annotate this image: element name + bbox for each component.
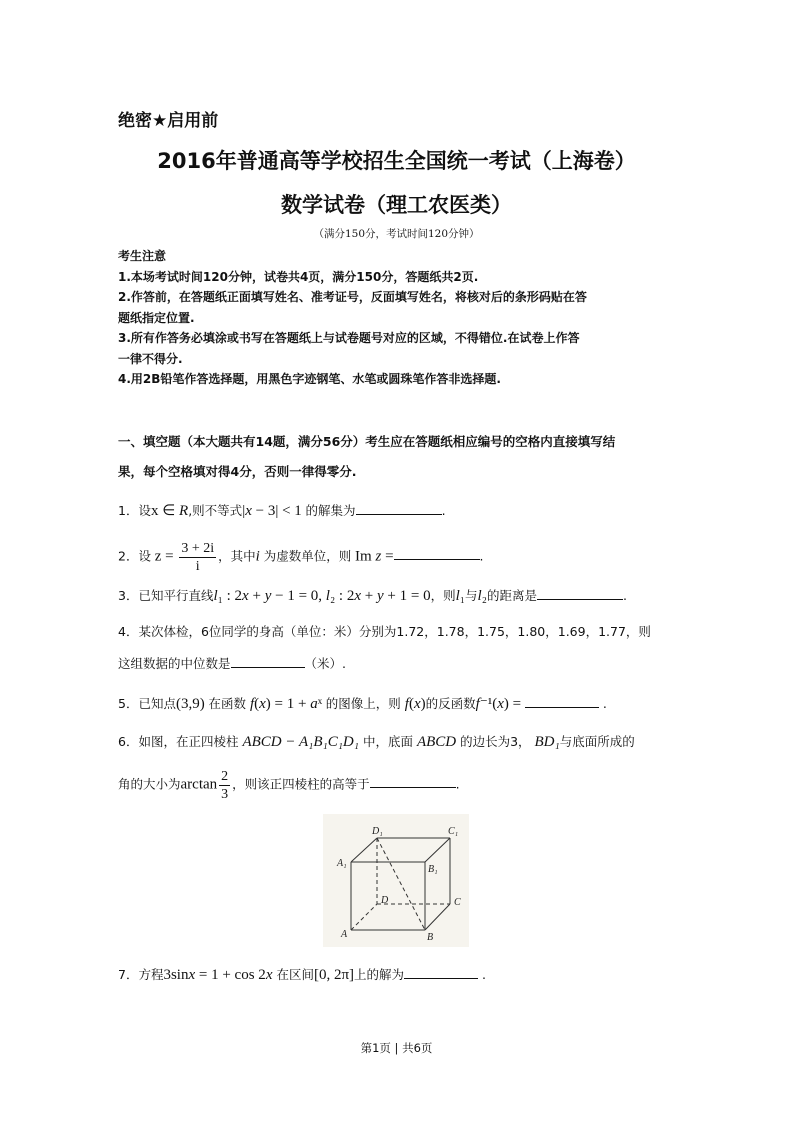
question-5 — [118, 693, 607, 714]
answer-blank[interactable] — [356, 500, 442, 515]
math-expression: BD₁ — [534, 734, 560, 750]
math-expression: z = — [150, 548, 178, 565]
question-text: 在函数 — [208, 696, 250, 711]
math-expression: ABCD − A₁B₁C₁D₁ — [242, 734, 359, 750]
math-expression: y — [377, 588, 384, 604]
question-text: 的图像上，则 — [325, 696, 405, 711]
math-expression: ₁ : 2 — [217, 588, 243, 604]
math-expression: 3sin — [163, 967, 189, 983]
question-text: ,则不等式 — [188, 503, 243, 518]
question-text: 4．某次体检，6位同学的身高（单位：米）分别为1.72，1.78，1.75，1.80，1.69，1.77，则 — [118, 624, 651, 639]
math-expression: l — [455, 588, 460, 604]
section-heading: 一、填空题（本大题共有14题，满分56分）考生应在答题纸相应编号的空格内直接填写结 — [118, 434, 616, 449]
math-expression: = — [381, 548, 394, 565]
diagonal-bd1 — [377, 838, 425, 930]
math-expression: l — [477, 588, 482, 604]
fraction-denominator: 3 — [221, 787, 229, 802]
math-expression: ) = — [503, 696, 525, 712]
edge-b1c1 — [425, 838, 450, 862]
question-text: （米）. — [304, 656, 346, 671]
math-expression: ( — [408, 696, 414, 712]
question-6-cont — [118, 768, 460, 803]
math-expression: arctan — [180, 776, 218, 793]
notice-line: 4.用2B铅笔作答选择题，用黑色字迹钢笔、水笔或圆珠笔作答非选择题. — [118, 372, 501, 386]
answer-blank[interactable] — [370, 773, 456, 788]
math-expression: x — [497, 696, 504, 712]
question-6 — [118, 732, 635, 752]
math-expression: ₁ — [459, 588, 466, 604]
candidate-notices — [118, 246, 587, 390]
math-expression: x — [245, 503, 252, 519]
math-expression: ₂ : 2 — [329, 588, 355, 604]
question-4 — [118, 622, 651, 642]
vertex-label-d1: D₁ — [372, 826, 383, 837]
prism-diagram — [323, 814, 469, 947]
question-text: 与底面所成的 — [559, 734, 635, 749]
math-expression: Im — [351, 548, 376, 565]
math-expression: ABCD — [416, 734, 457, 750]
question-text: 为虚数单位，则 — [259, 548, 352, 564]
question-text: 角的大小为 — [118, 776, 181, 792]
math-expression: − 1 = 0, — [271, 588, 326, 604]
exam-score-time-note: （满分150分，考试时间120分钟） — [313, 228, 480, 240]
question-text: 的距离是 — [486, 588, 537, 603]
vertex-label-b: B — [427, 932, 434, 943]
question-3 — [118, 585, 627, 606]
edge-a1d1 — [351, 838, 377, 862]
question-1 — [118, 500, 446, 521]
math-expression: f — [475, 696, 480, 712]
question-text: ，其中 — [218, 548, 256, 564]
math-expression: x — [354, 588, 362, 604]
math-expression: + 1 = 0 — [383, 588, 431, 604]
question-text: 6．如图，在正四棱柱 — [118, 734, 243, 749]
question-text: ，则 — [430, 588, 456, 603]
math-expression: ( — [254, 696, 260, 712]
page-footer: 第1页 | 共6页 — [360, 1041, 433, 1055]
math-expression: ˣ — [317, 696, 326, 712]
math-expression: y — [264, 588, 272, 604]
answer-blank[interactable] — [525, 693, 599, 708]
notice-line: 题纸指定位置. — [118, 310, 195, 325]
notice-line: 3.所有作答务必填涂或书写在答题纸上与试卷题号对应的区域，不得错位.在试卷上作答 — [118, 331, 580, 345]
math-expression: ⁻¹( — [479, 696, 498, 712]
question-text: . — [455, 776, 460, 792]
math-expression: = 1 + cos 2 — [195, 967, 266, 983]
question-text: . — [622, 588, 627, 603]
question-4-cont — [118, 653, 346, 674]
math-expression: + — [361, 588, 377, 604]
math-expression: R — [179, 503, 189, 519]
notice-line: 一律不得分. — [118, 351, 183, 366]
vertex-label-d: D — [381, 895, 389, 906]
question-text: 上的解为 — [354, 967, 405, 982]
answer-blank[interactable] — [537, 585, 623, 600]
question-text: . — [479, 548, 484, 564]
confidential-label: 绝密★启用前 — [118, 111, 219, 131]
math-expression: ) = 1 + — [265, 696, 311, 712]
math-expression: ) — [420, 696, 426, 712]
math-expression: l — [325, 588, 330, 604]
math-expression: f — [404, 696, 409, 712]
question-text: 的反函数 — [425, 696, 476, 711]
math-expression: a — [310, 696, 318, 712]
question-text: 3．已知平行直线 — [118, 588, 214, 603]
question-text: 的边长为3， — [456, 734, 535, 749]
exam-subtitle: 数学试卷（理工农医类） — [281, 193, 512, 217]
vertex-label-a: A — [341, 929, 348, 940]
question-text: 7．方程 — [118, 967, 164, 982]
fraction-numerator: 3 + 2i — [181, 541, 215, 556]
question-text: ，则该正四棱柱的高等于 — [232, 776, 370, 792]
question-text: 的解集为 — [305, 503, 356, 518]
question-text: . — [441, 503, 446, 518]
math-expression: − 3| < 1 — [251, 503, 306, 519]
question-7 — [118, 964, 486, 985]
question-text: . — [598, 696, 607, 711]
math-expression: ₂ — [481, 588, 487, 604]
question-text: 这组数据的中位数是 — [118, 656, 231, 671]
question-text: 2．设 — [118, 548, 151, 564]
question-text: 1．设 — [118, 503, 151, 518]
answer-blank[interactable] — [231, 653, 305, 668]
math-expression: x — [413, 696, 421, 712]
vertex-label-a1: A₁ — [337, 858, 347, 869]
answer-blank[interactable] — [404, 964, 478, 979]
notice-line: 2.作答前，在答题纸正面填写姓名、准考证号，反面填写姓名，将核对后的条形码贴在答 — [118, 290, 587, 304]
edge-ad — [351, 904, 377, 930]
math-expression: x — [188, 967, 196, 983]
math-expression: x — [259, 696, 266, 712]
question-text: . — [478, 967, 487, 982]
question-text: 与 — [465, 588, 478, 603]
math-expression: [0, 2π] — [313, 967, 355, 983]
math-expression: x ∈ — [150, 503, 180, 519]
exam-title: 2016年普通高等学校招生全国统一考试（上海卷） — [157, 149, 636, 173]
answer-blank[interactable] — [394, 545, 480, 560]
question-text: 在区间 — [272, 967, 314, 982]
fraction-numerator: 2 — [221, 769, 229, 784]
math-expression: + — [248, 588, 265, 604]
prism-figure — [323, 814, 469, 947]
question-text: 5．已知点 — [118, 696, 176, 711]
fraction-denominator: i — [195, 559, 200, 574]
question-text: 中，底面 — [358, 734, 417, 749]
fraction — [219, 768, 230, 803]
edge-bc — [425, 904, 450, 930]
section-heading-cont: 果，每个空格填对得4分，否则一律得零分. — [118, 464, 357, 479]
fraction — [179, 540, 216, 575]
notice-line: 1.本场考试时间120分钟，试卷共4页，满分150分，答题纸共2页. — [118, 269, 479, 284]
vertex-label-c1: C₁ — [448, 826, 459, 837]
math-expression: x — [242, 588, 249, 604]
vertex-label-c: C — [454, 897, 461, 908]
math-expression: f — [249, 696, 255, 712]
question-2 — [118, 540, 484, 575]
math-expression: i — [255, 548, 260, 565]
math-expression: (3,9) — [175, 696, 209, 712]
math-expression: x — [265, 967, 273, 983]
notices-heading: 考生注意 — [118, 249, 167, 263]
math-expression: | — [242, 503, 246, 519]
vertex-label-b1: B₁ — [428, 864, 438, 875]
math-expression: l — [213, 588, 218, 604]
math-expression: z — [375, 548, 382, 565]
